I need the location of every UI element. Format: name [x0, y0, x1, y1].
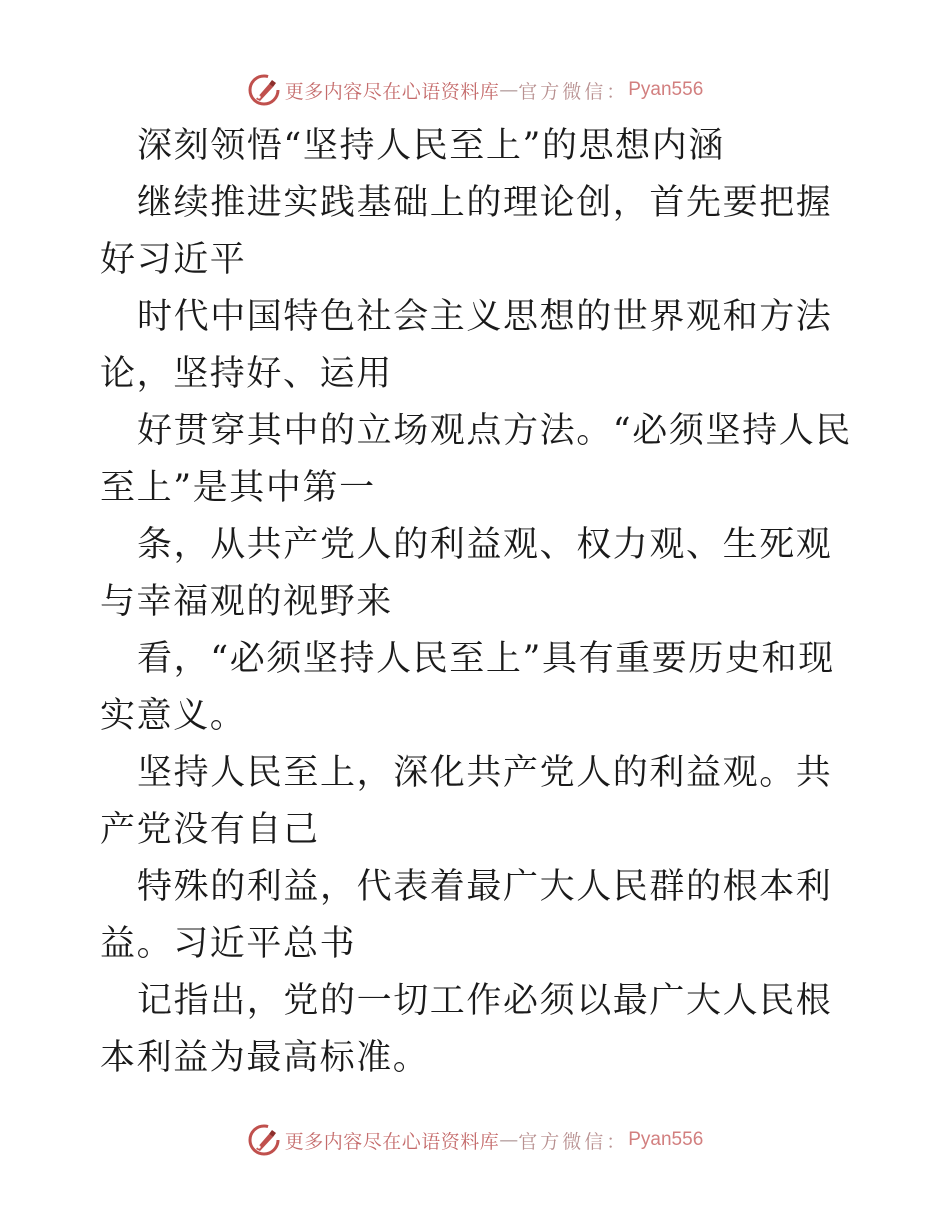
document-title: 深刻领悟“坚持人民至上”的思想内涵 [137, 126, 725, 166]
paragraph: 条，从共产党人的利益观、权力观、生死观与幸福观的视野来 [100, 525, 833, 622]
banner-site-text: 更多内容尽在心语资料库 [284, 80, 500, 103]
banner-dash: — [499, 79, 519, 101]
paragraph: 看，“必须坚持人民至上”具有重要历史和现实意义。 [100, 639, 835, 736]
pen-logo-icon [247, 1123, 281, 1157]
banner-wechat-id: Pyan556 [628, 79, 704, 100]
paragraph: 时代中国特色社会主义思想的世界观和方法论，坚持好、运用 [100, 297, 833, 394]
banner-site-text: 更多内容尽在心语资料库 [284, 1130, 500, 1153]
banner-dash: — [499, 1129, 519, 1151]
footer-banner [0, 1120, 950, 1160]
header-banner [0, 70, 950, 110]
pen-logo-icon [247, 73, 281, 107]
banner-wechat-label: 官方微信： [518, 80, 629, 103]
banner-wechat-id: Pyan556 [628, 1129, 704, 1150]
paragraph: 好贯穿其中的立场观点方法。“必须坚持人民至上”是其中第一 [100, 411, 852, 508]
paragraph: 记指出，党的一切工作必须以最广大人民根本利益为最高标准。 [100, 981, 833, 1078]
paragraph: 坚持人民至上，深化共产党人的利益观。共产党没有自己 [100, 753, 833, 850]
paragraph: 继续推进实践基础上的理论创，首先要把握好习近平 [100, 183, 833, 280]
paragraph: 特殊的利益，代表着最广大人民群的根本利益。习近平总书 [100, 867, 833, 964]
document-body [100, 118, 852, 1087]
banner-wechat-label: 官方微信： [518, 1130, 629, 1153]
